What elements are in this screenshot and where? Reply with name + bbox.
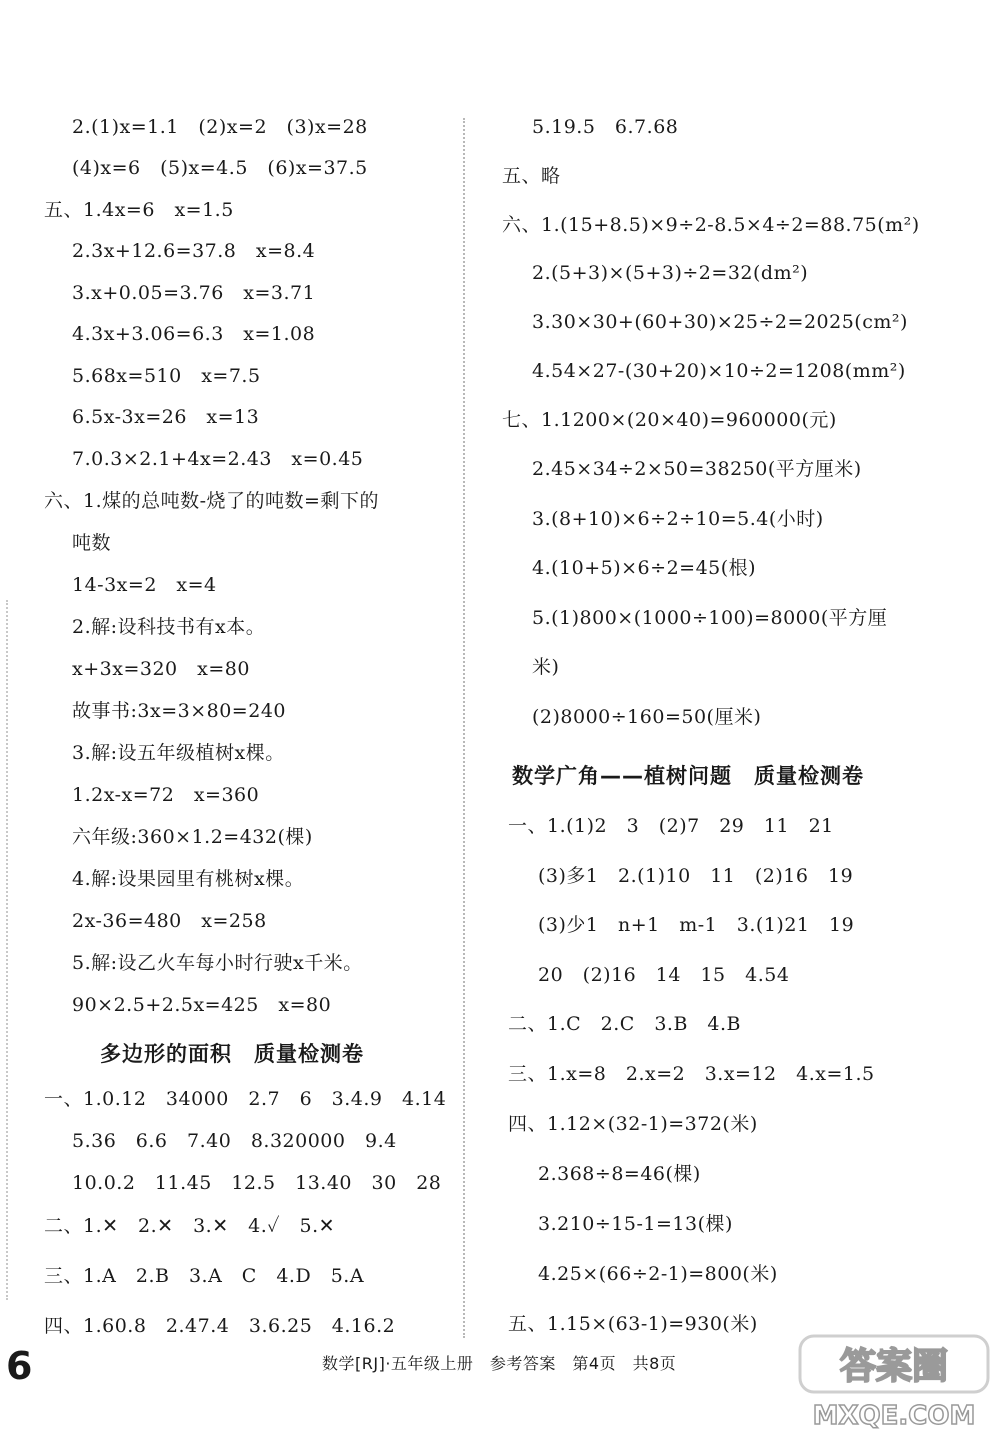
answer-line: 米) (532, 656, 560, 678)
page-footer: 数学[RJ]·五年级上册 参考答案 第4页 共8页 (322, 1354, 677, 1373)
section-heading: 数学广角——植树问题 质量检测卷 (512, 764, 864, 788)
answer-line: 3.(8+10)×6÷2÷10=5.4(小时) (532, 508, 824, 530)
answer-line: 14-3x=2 x=4 (72, 574, 217, 596)
answer-line: 4.25×(66÷2-1)=800(米) (538, 1263, 778, 1285)
answer-line: 三、1.x=8 2.x=2 3.x=12 4.x=1.5 (508, 1063, 875, 1085)
answer-line: 吨数 (72, 532, 112, 554)
answer-line: 二、1.✕ 2.✕ 3.✕ 4.✓ 5.✕ (44, 1215, 336, 1237)
answer-line: 1.2x-x=72 x=360 (72, 784, 260, 806)
answer-line: 七、1.1200×(20×40)=960000(元) (502, 409, 837, 431)
answer-line: 3.210÷15-1=13(棵) (538, 1213, 733, 1235)
answer-line: (3)多1 2.(1)10 11 (2)16 19 (538, 865, 854, 887)
answer-line: 5.19.5 6.7.68 (532, 116, 679, 138)
answer-line: 5.解:设乙火车每小时行驶x千米。 (72, 952, 363, 974)
answer-line: 四、1.60.8 2.47.4 3.6.25 4.16.2 (44, 1315, 396, 1337)
answer-line: 2x-36=480 x=258 (72, 910, 267, 932)
answer-line: 2.(5+3)×(5+3)÷2=32(dm²) (532, 262, 809, 284)
answer-line: 三、1.A 2.B 3.A C 4.D 5.A (44, 1265, 365, 1287)
section-heading: 多边形的面积 质量检测卷 (100, 1042, 364, 1066)
answer-line: 5.(1)800×(1000÷100)=8000(平方厘 (532, 607, 888, 629)
answer-line: 7.0.3×2.1+4x=2.43 x=0.45 (72, 448, 364, 470)
column-divider (463, 118, 465, 1338)
answer-line: 3.30×30+(60+30)×25÷2=2025(cm²) (532, 311, 908, 333)
answer-line: 4.解:设果园里有桃树x棵。 (72, 868, 305, 890)
answer-line: (4)x=6 (5)x=4.5 (6)x=37.5 (72, 157, 368, 179)
answer-line: 6.5x-3x=26 x=13 (72, 406, 260, 428)
answer-line: 五、1.15×(63-1)=930(米) (508, 1313, 758, 1335)
answer-line: 3.x+0.05=3.76 x=3.71 (72, 282, 316, 304)
binding-margin-dots (6, 600, 8, 1300)
answer-line: 5.68x=510 x=7.5 (72, 365, 261, 387)
answer-line: 故事书:3x=3×80=240 (72, 700, 286, 722)
answer-line: 2.3x+12.6=37.8 x=8.4 (72, 240, 316, 262)
answer-line: 四、1.12×(32-1)=372(米) (508, 1113, 758, 1135)
answer-line: 4.3x+3.06=6.3 x=1.08 (72, 323, 316, 345)
answer-line: (2)8000÷160=50(厘米) (532, 706, 762, 728)
answer-line: 六年级:360×1.2=432(棵) (72, 826, 313, 848)
answer-line: 一、1.0.12 34000 2.7 6 3.4.9 4.14 (44, 1088, 447, 1110)
answer-line: 2.45×34÷2×50=38250(平方厘米) (532, 458, 862, 480)
answer-line: 2.368÷8=46(棵) (538, 1163, 701, 1185)
answer-line: x+3x=320 x=80 (72, 658, 250, 680)
page-number: 6 (6, 1344, 33, 1388)
answer-line: 20 (2)16 14 15 4.54 (538, 964, 790, 986)
answer-line: 二、1.C 2.C 3.B 4.B (508, 1013, 742, 1035)
site-watermark-logo (798, 1332, 990, 1432)
watermark-top-text: 答案圈 (839, 1346, 949, 1387)
answer-line: 5.36 6.6 7.40 8.320000 9.4 (72, 1130, 397, 1152)
answer-line: 4.(10+5)×6÷2=45(根) (532, 557, 757, 579)
answer-line: 2.(1)x=1.1 (2)x=2 (3)x=28 (72, 116, 368, 138)
answer-line: 3.解:设五年级植树x棵。 (72, 742, 285, 764)
answer-line: 五、1.4x=6 x=1.5 (44, 199, 234, 221)
answer-line: 六、1.煤的总吨数-烧了的吨数=剩下的 (44, 490, 379, 512)
answer-line: 一、1.(1)2 3 (2)7 29 11 21 (508, 815, 834, 837)
answer-line: 90×2.5+2.5x=425 x=80 (72, 994, 332, 1016)
answer-line: 4.54×27-(30+20)×10÷2=1208(mm²) (532, 360, 906, 382)
answer-line: 六、1.(15+8.5)×9÷2-8.5×4÷2=88.75(m²) (502, 214, 920, 236)
watermark-bottom-text: MXQE.COM (812, 1401, 976, 1431)
answer-line: 2.解:设科技书有x本。 (72, 616, 266, 638)
answer-line: 10.0.2 11.45 12.5 13.40 30 28 (72, 1172, 442, 1194)
answer-line: 五、略 (502, 165, 561, 187)
answer-line: (3)少1 n+1 m-1 3.(1)21 19 (538, 914, 855, 936)
